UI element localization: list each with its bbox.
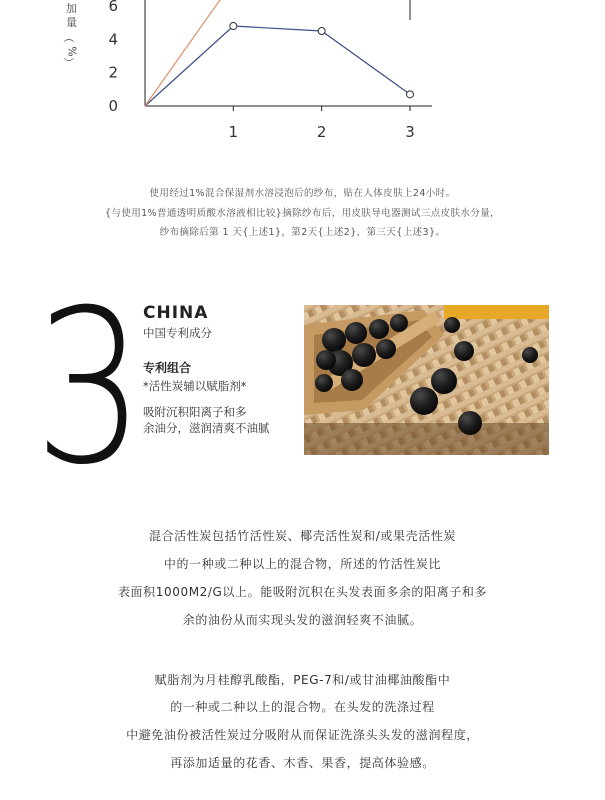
y-axis-label-char: % xyxy=(65,46,79,57)
y-axis-label-char: 加 xyxy=(66,2,77,15)
benefit-line-1: 吸附沉积阳离子和多 xyxy=(143,405,247,419)
test-note-line-3: 纱布摘除后第 1 天{上述1}，第2天{上述2}，第三天{上述3}。 xyxy=(159,227,446,238)
moisture-line-chart xyxy=(0,0,605,150)
section-title: CHINA xyxy=(143,303,209,323)
combo-title: 专利组合 xyxy=(143,361,192,375)
x-tick-label: 1 xyxy=(228,123,239,141)
paragraph-2-line-2: 的一种或二种以上的混合物。在头发的洗涤过程 xyxy=(170,700,435,714)
combo-desc: *活性炭辅以赋脂剂* xyxy=(143,379,247,393)
series-line-1 xyxy=(145,26,410,106)
paragraph-1-line-4: 余的油份从而实现头发的滋润轻爽不油腻。 xyxy=(182,613,423,627)
y-tick-label: 2 xyxy=(108,63,118,82)
test-note-line-1: 使用经过1%混合保湿剂水溶浸泡后的纱布，贴在人体皮肤上24小时。 xyxy=(149,188,456,199)
benefit-line-2: 余油分，滋润清爽不油腻 xyxy=(143,421,270,435)
paragraph-1-line-1: 混合活性炭包括竹活性炭、椰壳活性炭和/或果壳活性炭 xyxy=(148,529,457,543)
x-tick-label: 3 xyxy=(405,123,415,141)
data-point xyxy=(407,91,414,98)
paragraph-1-line-2: 中的一种或二种以上的混合物，所述的竹活性炭比 xyxy=(163,557,442,571)
activated-charcoal-photo xyxy=(304,305,549,455)
paragraph-2-line-1: 赋脂剂为月桂醇乳酸酯，PEG-7和/或甘油椰油酸酯中 xyxy=(154,673,451,687)
paragraph-1-line-3: 表面积1000M2/G以上。能吸附沉积在头发表面多余的阳离子和多 xyxy=(117,585,488,599)
data-point xyxy=(230,23,237,30)
test-note-line-2: {与使用1%普通透明质酸水溶液相比较}摘除纱布后，用皮肤导电器测试三点皮肤水分量， xyxy=(104,208,501,219)
y-axis-label-char: （ xyxy=(62,32,75,43)
section-number: 3 xyxy=(34,264,145,511)
paragraph-2-line-4: 再添加适量的花香、木香、果香，提高体验感。 xyxy=(170,756,435,770)
y-axis-label-char: 量 xyxy=(66,16,77,29)
data-point xyxy=(318,28,325,35)
y-tick-label: 4 xyxy=(108,30,118,49)
y-tick-label: 0 xyxy=(108,97,118,115)
series-line-2 xyxy=(145,0,233,106)
x-tick-label: 2 xyxy=(316,123,327,141)
paragraph-2-line-3: 中避免油份被活性炭过分吸附从而保证洗涤头头发的滋润程度， xyxy=(126,728,479,742)
section-subtitle: 中国专利成分 xyxy=(143,326,212,340)
y-axis-label-char: ） xyxy=(62,57,75,68)
y-tick-label: 6 xyxy=(108,0,118,15)
